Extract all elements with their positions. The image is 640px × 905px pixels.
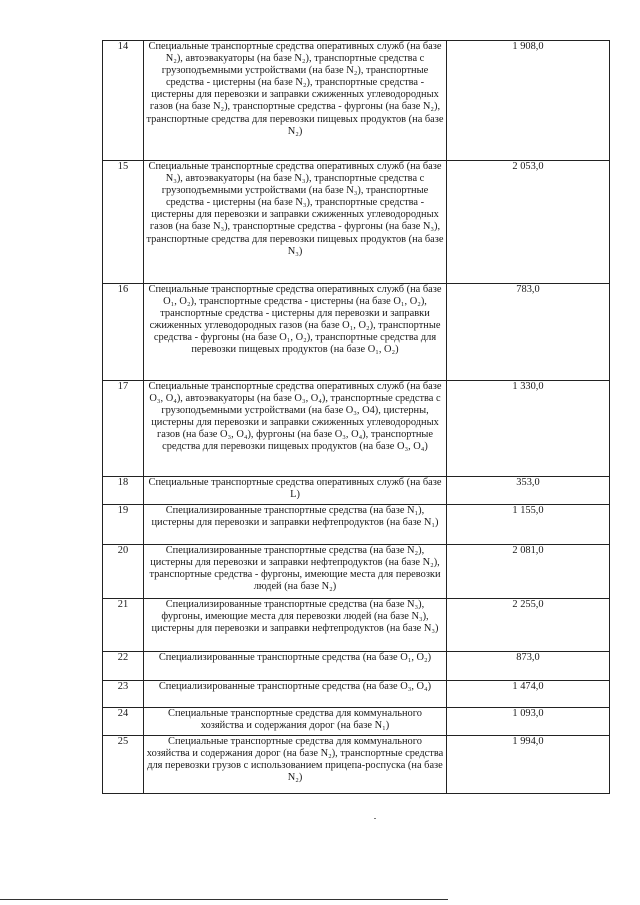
row-description: Специализированные транспортные средства (на базе O₃, O₄) bbox=[144, 681, 447, 708]
row-value: 1 474,0 bbox=[447, 681, 610, 708]
row-description: Специальные транспортные средства для коммунального хозяйства и содержания дорог (на базе N₁) bbox=[144, 708, 447, 736]
scan-speck bbox=[374, 818, 376, 819]
row-number: 21 bbox=[103, 599, 144, 652]
row-number: 18 bbox=[103, 477, 144, 505]
row-description: Специальные транспортные средства оперативных служб (на базе N₃), автоэвакуаторы (на базе N₃), транспортные средства с грузоподъемными устройствами (на базе N₃), транспортные средства - цистерны (на базе N₃), транспортные средства - цистерны для перевозки и заправки сжиженных углеводородных газов (на базе N₃), транспортные средства - фургоны (на базе N₃), транспортные средства для перевозки пищевых продуктов (на базе N₃) bbox=[144, 161, 447, 284]
row-value: 873,0 bbox=[447, 652, 610, 681]
row-description: Специальные транспортные средства оперативных служб (на базе O₁, O₂), транспортные средства - цистерны (на базе O₁, O₂), транспортные средства - цистерны для перевозки и заправки сжиженных углеводородных газов (на базе O₁, O₂), транспортные средства - фургоны (на базе O₁, O₂), транспортные средства для перевозки пищевых продуктов (на базе O₁, O₂) bbox=[144, 284, 447, 381]
row-value: 783,0 bbox=[447, 284, 610, 381]
row-number: 19 bbox=[103, 505, 144, 545]
row-value: 1 155,0 bbox=[447, 505, 610, 545]
row-value: 1 994,0 bbox=[447, 736, 610, 794]
row-value: 1 330,0 bbox=[447, 381, 610, 477]
row-number: 17 bbox=[103, 381, 144, 477]
row-description: Специализированные транспортные средства (на базе O₁, O₂) bbox=[144, 652, 447, 681]
row-value: 2 255,0 bbox=[447, 599, 610, 652]
table-row bbox=[103, 284, 610, 381]
table-row bbox=[103, 477, 610, 505]
row-number: 24 bbox=[103, 708, 144, 736]
row-description: Специализированные транспортные средства (на базе N₃), фургоны, имеющие места для перевозки людей (на базе N₃), цистерны для перевозки и заправки нефтепродуктов (на базе N₃) bbox=[144, 599, 447, 652]
footnote-separator-line bbox=[0, 899, 448, 900]
row-value: 2 081,0 bbox=[447, 545, 610, 599]
table-row bbox=[103, 505, 610, 545]
table-row bbox=[103, 161, 610, 284]
row-value: 353,0 bbox=[447, 477, 610, 505]
table-row bbox=[103, 381, 610, 477]
row-description: Специализированные транспортные средства (на базе N₁), цистерны для перевозки и заправки нефтепродуктов (на базе N₁) bbox=[144, 505, 447, 545]
row-number: 14 bbox=[103, 41, 144, 161]
row-number: 23 bbox=[103, 681, 144, 708]
row-value: 1 908,0 bbox=[447, 41, 610, 161]
table-row bbox=[103, 599, 610, 652]
row-value: 1 093,0 bbox=[447, 708, 610, 736]
row-number: 22 bbox=[103, 652, 144, 681]
vehicle-category-table bbox=[102, 40, 610, 794]
row-number: 16 bbox=[103, 284, 144, 381]
table-row bbox=[103, 708, 610, 736]
row-description: Специальные транспортные средства оперативных служб (на базе L) bbox=[144, 477, 447, 505]
row-number: 25 bbox=[103, 736, 144, 794]
table-row bbox=[103, 652, 610, 681]
table-row bbox=[103, 41, 610, 161]
row-description: Специальные транспортные средства для коммунального хозяйства и содержания дорог (на базе N₂), транспортные средства для перевозки грузов с использованием прицепа-роспуска (на базе N₂) bbox=[144, 736, 447, 794]
row-description: Специальные транспортные средства оперативных служб (на базе N₂), автоэвакуаторы (на базе N₂), транспортные средства с грузоподъемными устройствами (на базе N₂), транспортные средства - цистерны (на базе N₂), транспортные средства - цистерны для перевозки и заправки сжиженных углеводородных газов (на базе N₂), транспортные средства - фургоны (на базе N₂), транспортные средства для перевозки пищевых продуктов (на базе N₂) bbox=[144, 41, 447, 161]
row-description: Специальные транспортные средства оперативных служб (на базе O₃, O₄), автоэвакуаторы (на базе O₃, O₄), транспортные средства с грузоподъемными устройствами (на базе O₃, O4), цистерны, цистерны для перевозки и заправки сжиженных углеводородных газов (на базе O₃, O₄), фургоны (на базе O₃, O₄), транспортные средства для перевозки пищевых продуктов (на базе O₃, O₄) bbox=[144, 381, 447, 477]
table-row bbox=[103, 545, 610, 599]
row-number: 20 bbox=[103, 545, 144, 599]
table-row bbox=[103, 736, 610, 794]
row-number: 15 bbox=[103, 161, 144, 284]
table-row bbox=[103, 681, 610, 708]
row-value: 2 053,0 bbox=[447, 161, 610, 284]
row-description: Специализированные транспортные средства (на базе N₂), цистерны для перевозки и заправки нефтепродуктов (на базе N₂), транспортные средства - фургоны, имеющие места для перевозки людей (на базе N₂) bbox=[144, 545, 447, 599]
